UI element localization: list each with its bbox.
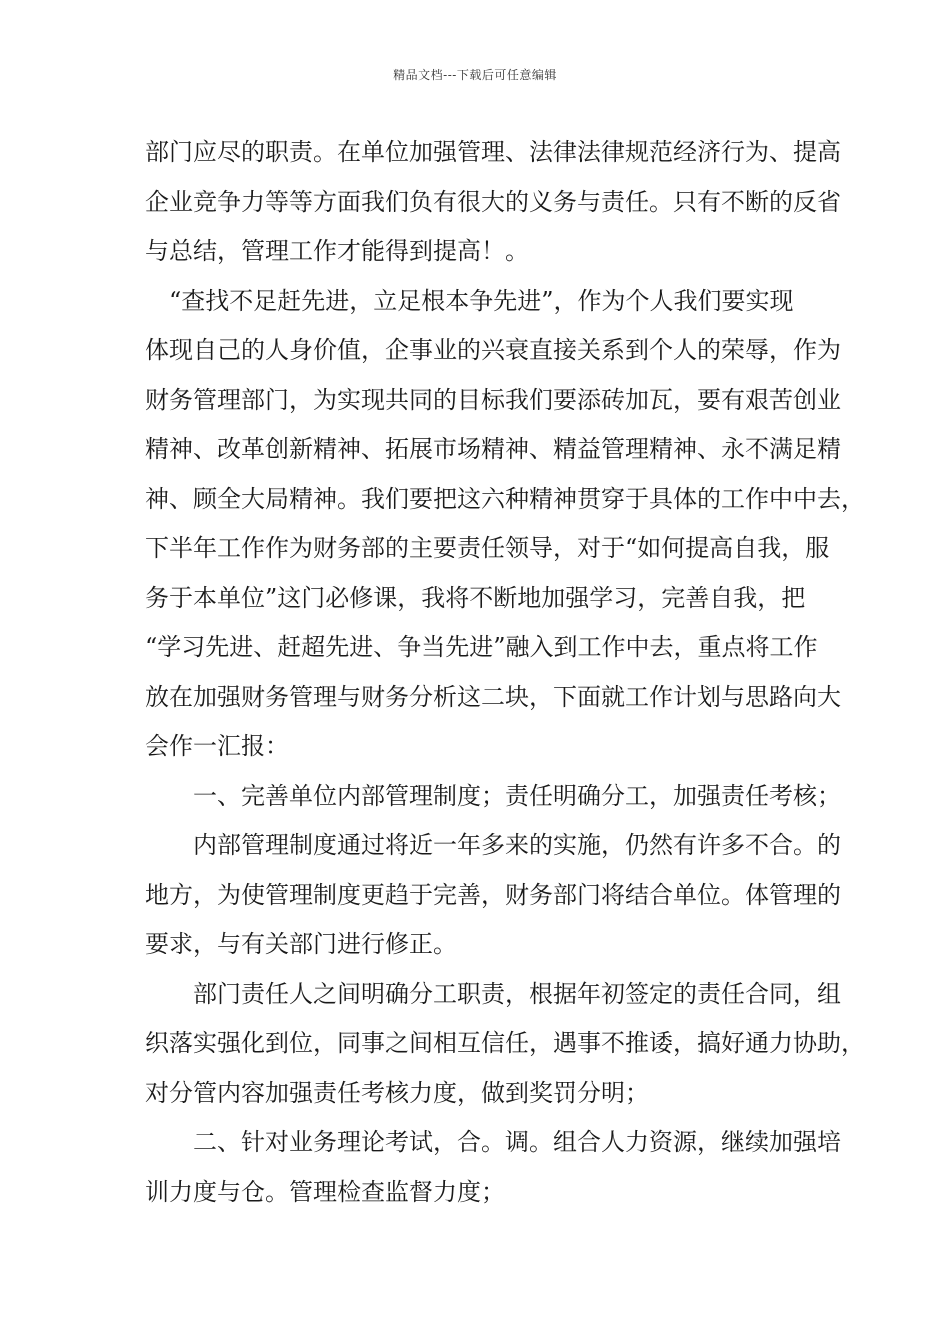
body-line: 务于本单位”这门必修课，我将不断地加强学习，完善自我，把 xyxy=(145,583,806,612)
body-line: 企业竞争力等等方面我们负有很大的义务与责任。只有不断的反省 xyxy=(145,187,841,216)
body-line: 部门责任人之间明确分工职责，根据年初签定的责任合同，组 xyxy=(145,979,841,1008)
body-line: 部门应尽的职责。在单位加强管理、法律法律规范经济行为、提高 xyxy=(145,138,841,166)
body-line: 神、顾全大局精神。我们要把这六种精神贯穿于具体的工作中中去， xyxy=(145,484,865,513)
page-header: 精品文档---下载后可任意编辑 xyxy=(393,68,557,82)
body-line: 对分管内容加强责任考核力度，做到奖罚分明； xyxy=(145,1078,649,1107)
body-line: “查找不足赶先进，立足根本争先进”，作为个人我们要实现 xyxy=(145,286,794,315)
body-line: 训力度与仓。管理检查监督力度； xyxy=(145,1177,505,1206)
body-line: 内部管理制度通过将近一年多来的实施，仍然有许多不合。的 xyxy=(145,831,841,859)
body-line: 精神、改革创新精神、拓展市场精神、精益管理精神、永不满足精 xyxy=(145,435,841,463)
body-line: 二、针对业务理论考试，合。调。组合人力资源，继续加强培 xyxy=(145,1128,841,1156)
body-line: 地方，为使管理制度更趋于完善，财务部门将结合单位。体管理的 xyxy=(145,880,841,909)
body-line: 放在加强财务管理与财务分析这二块，下面就工作计划与思路向大 xyxy=(145,682,841,711)
document-body xyxy=(145,128,865,1217)
body-line: 织落实强化到位，同事之间相互信任，遇事不推诿，搞好通力协助， xyxy=(145,1029,865,1057)
body-line: 与总结，管理工作才能得到提高！。 xyxy=(145,237,529,265)
body-line: 会作一汇报： xyxy=(145,732,289,760)
body-line: “学习先进、赶超先进、争当先进”融入到工作中去，重点将工作 xyxy=(145,633,818,661)
body-line: 要求，与有关部门进行修正。 xyxy=(145,930,457,958)
body-line: 体现自己的人身价值，企事业的兴衰直接关系到个人的荣辱，作为 xyxy=(145,336,841,364)
body-line: 财务管理部门，为实现共同的目标我们要添砖加瓦，要有艰苦创业 xyxy=(145,385,841,414)
body-line: 一、完善单位内部管理制度；责任明确分工，加强责任考核； xyxy=(145,781,841,810)
body-line: 下半年工作作为财务部的主要责任领导，对于“如何提高自我，服 xyxy=(145,534,830,562)
